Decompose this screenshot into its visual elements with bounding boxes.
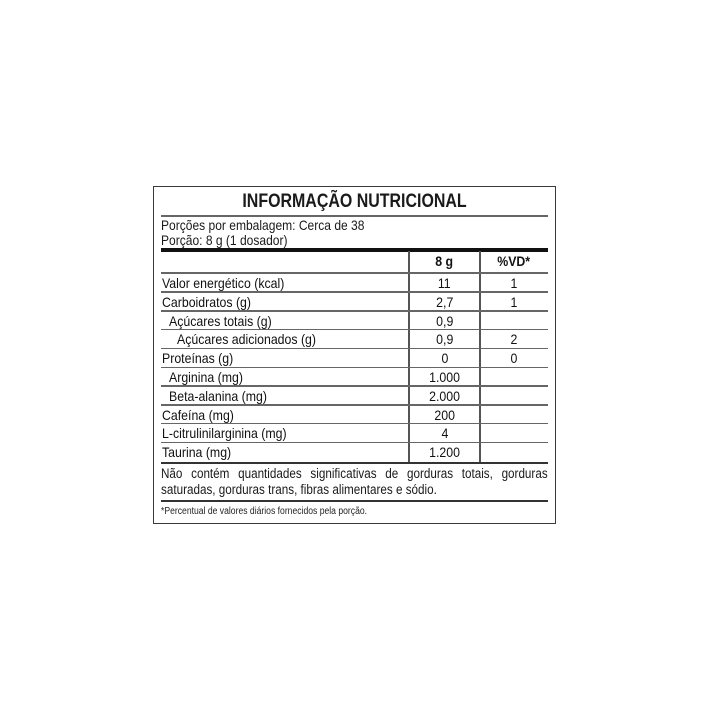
nutrient-name xyxy=(162,406,244,425)
nutrient-daily-value xyxy=(480,274,548,293)
nutrient-amount-text: 2,7 xyxy=(435,293,454,310)
nutrient-amount xyxy=(409,293,480,312)
nutrient-amount-text: 2.000 xyxy=(429,387,460,404)
serving-size xyxy=(161,232,308,248)
nutrient-daily-value-text: 0 xyxy=(510,350,518,367)
nutrition-facts-panel xyxy=(153,186,556,524)
nutrient-name-text: Beta-alanina (mg) xyxy=(169,387,267,404)
note-line-2: saturadas, gorduras trans, fibras alimentares e sódio. xyxy=(161,482,437,497)
nutrient-amount-text: 0,9 xyxy=(435,312,454,329)
nutrient-amount xyxy=(409,424,480,443)
nutrient-name-text: Açúcares totais (g) xyxy=(169,312,272,329)
nutrient-name xyxy=(169,387,280,406)
header-amount xyxy=(409,252,480,271)
nutrient-name xyxy=(162,349,243,368)
footnote-divider xyxy=(161,500,548,502)
servings-per-package xyxy=(161,217,398,233)
nutrient-daily-value xyxy=(480,312,548,331)
nutrient-name-text: Carboidratos (g) xyxy=(162,293,252,310)
table-header-row xyxy=(161,252,548,271)
nutrient-amount-text: 0,9 xyxy=(435,331,454,348)
serving-size-text: Porção: 8 g (1 dosador) xyxy=(161,232,288,248)
header-daily-value xyxy=(480,252,548,271)
nutrient-amount xyxy=(409,274,480,293)
nutrient-row xyxy=(161,330,548,349)
nutrient-name xyxy=(162,293,263,312)
header-amount-text: 8 g xyxy=(435,253,454,269)
nutrient-row xyxy=(161,312,548,331)
nutrient-amount-text: 1.000 xyxy=(429,369,460,385)
nutrient-row xyxy=(161,293,548,312)
nutrient-row xyxy=(161,387,548,406)
table-bottom-divider xyxy=(161,462,548,464)
nutrient-daily-value xyxy=(480,368,548,387)
nutrient-name-text: Valor energético (kcal) xyxy=(162,275,285,291)
nutrient-daily-value xyxy=(480,387,548,406)
nutrient-name xyxy=(162,424,304,443)
nutrient-amount xyxy=(409,330,480,349)
nutrient-name xyxy=(169,368,253,387)
nutrient-amount-text: 200 xyxy=(434,406,455,423)
nutrient-name-text: Taurina (mg) xyxy=(162,444,232,461)
nutrient-name-text: L-citrulinilarginina (mg) xyxy=(162,425,287,442)
nutrient-daily-value xyxy=(480,330,548,349)
nutrient-amount xyxy=(409,406,480,425)
nutrient-row xyxy=(161,274,548,293)
nutrient-daily-value-text: 2 xyxy=(510,331,518,348)
nutrient-amount xyxy=(409,312,480,331)
nutrient-name xyxy=(177,330,335,349)
nutrient-amount xyxy=(409,387,480,406)
panel-title-text: INFORMAÇÃO NUTRICIONAL xyxy=(242,191,467,212)
nutrient-daily-value xyxy=(480,424,548,443)
nutrient-amount-text: 4 xyxy=(441,425,448,442)
footnote xyxy=(161,505,401,519)
nutrient-row xyxy=(161,406,548,425)
nutrient-daily-value xyxy=(480,293,548,312)
nutrient-daily-value-text: 1 xyxy=(510,293,518,310)
nutrient-row xyxy=(161,443,548,462)
nutrient-amount-text: 1.200 xyxy=(429,444,460,461)
nutrient-amount-text: 11 xyxy=(438,275,451,291)
header-daily-value-text: %VD* xyxy=(497,253,531,269)
nutrient-name-text: Arginina (mg) xyxy=(169,369,243,385)
nutrient-daily-value-text: 1 xyxy=(510,275,518,291)
nutrient-amount xyxy=(409,443,480,462)
footnote-text: *Percentual de valores diários fornecidos pela porção. xyxy=(161,506,368,517)
not-significant-note xyxy=(161,466,548,498)
nutrient-row xyxy=(161,424,548,443)
nutrient-name xyxy=(169,312,286,331)
note-line-1: Não contém quantidades significativas de gorduras totais, gorduras xyxy=(161,466,548,481)
nutrient-name-text: Cafeína (mg) xyxy=(162,406,234,423)
nutrient-amount-text: 0 xyxy=(441,350,448,367)
nutrient-amount xyxy=(409,368,480,387)
nutrient-daily-value xyxy=(480,443,548,462)
nutrient-name xyxy=(162,274,301,293)
nutrient-name-text: Proteínas (g) xyxy=(162,350,234,367)
panel-title xyxy=(154,191,555,213)
nutrient-daily-value xyxy=(480,406,548,425)
nutrient-name xyxy=(162,443,241,462)
servings-per-package-text: Porções por embalagem: Cerca de 38 xyxy=(161,217,365,233)
nutrient-daily-value xyxy=(480,349,548,368)
nutrient-row xyxy=(161,349,548,368)
nutrient-row xyxy=(161,368,548,387)
nutrient-name-text: Açúcares adicionados (g) xyxy=(177,331,317,348)
nutrient-amount xyxy=(409,349,480,368)
